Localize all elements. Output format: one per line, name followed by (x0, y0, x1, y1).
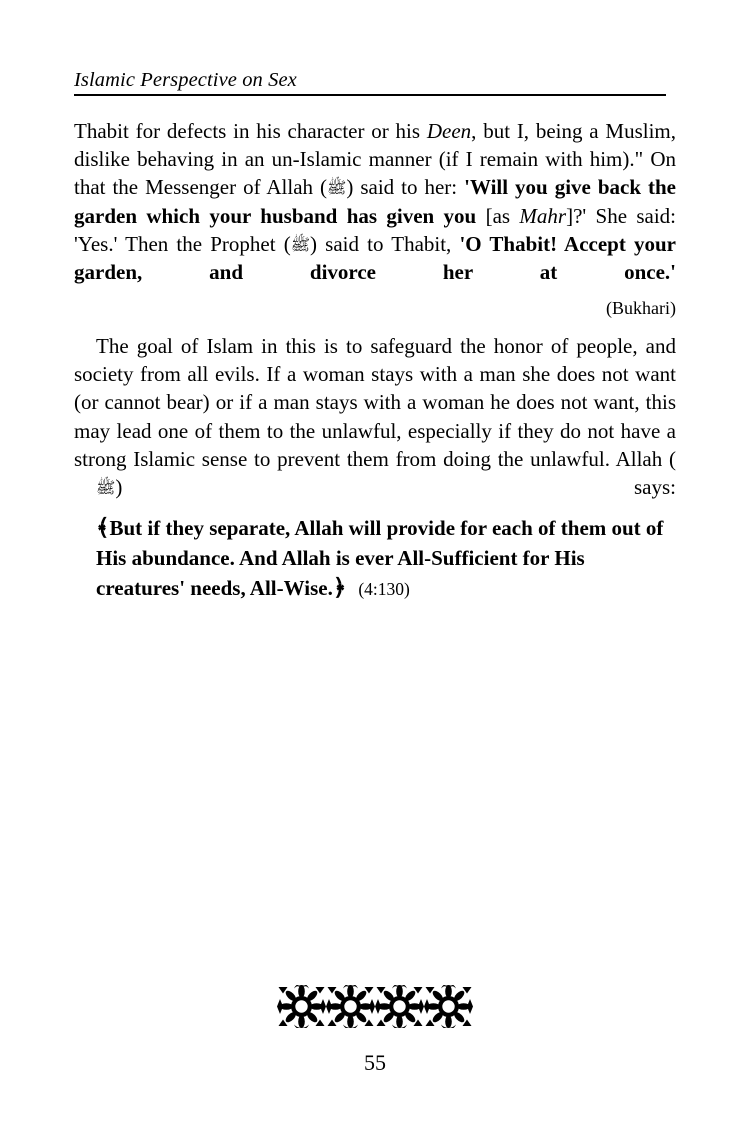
hadith-text-part9: ) said to Thabit, (310, 231, 460, 256)
hadith-text-part6: [as (485, 203, 520, 228)
quran-close-bracket-icon: ﴿ (332, 575, 347, 600)
islamic-ornament-icon (277, 985, 473, 1028)
hadith-paragraph-block (74, 117, 676, 314)
hadith-text-part1: Thabit for defects in his character or his (74, 119, 427, 143)
header-rule (74, 94, 666, 96)
salawat-icon-2: ﷺ (290, 236, 311, 254)
goal-text-part2: ) says: (115, 475, 676, 500)
quran-quote-block (96, 513, 676, 604)
quran-reference: (4:130) (358, 579, 410, 599)
salawat-icon-3: ﷺ (96, 480, 116, 498)
goal-paragraph (74, 332, 676, 529)
hadith-quote-bold-2: 'O Thabit! Accept your garden, and divorce her at once.' (74, 231, 677, 285)
ornament-svg (277, 985, 473, 1028)
hadith-paragraph (74, 117, 676, 314)
salawat-icon: ﷺ (327, 180, 347, 198)
running-header-title: Islamic Perspective on Sex (74, 69, 297, 91)
goal-text-part1: The goal of Islam in this is to safeguard the honor of people, and society from all evils. If a woman stays with a man she does not want (or cannot bear) or if a man stays with a woman he does not want, this may lead one of them to the unlawful, especially if they do not have a strong Islamic sense to prevent them from doing the unlawful. Allah ( (74, 334, 676, 471)
hadith-term-deen: Deen (426, 119, 472, 143)
hadith-text-part3: , but I, being a Muslim, dislike behaving in an un-Islamic manner (if I remain with him)." On that the Messenger of Allah ( (74, 119, 676, 200)
hadith-text-part4: ) said to her: (346, 175, 465, 200)
quran-open-bracket-icon: ﴾ (96, 515, 110, 540)
page-number: 55 (364, 1050, 386, 1075)
hadith-text-part8: ]?' She said: 'Yes.' Then the Prophet ( (74, 203, 677, 256)
quran-quote-text: But if they separate, Allah will provide for each of them out of His abundance. And Allah is ever All-Sufficient for His creatures' needs, All-Wise. (96, 516, 664, 600)
hadith-term-mahr: Mahr (519, 203, 567, 228)
goal-paragraph-block (74, 332, 676, 529)
running-header (74, 68, 666, 96)
hadith-source-attribution: (Bukhari) (606, 298, 676, 318)
hadith-quote-bold-1: 'Will you give back the garden which your husband has given you (74, 175, 677, 228)
